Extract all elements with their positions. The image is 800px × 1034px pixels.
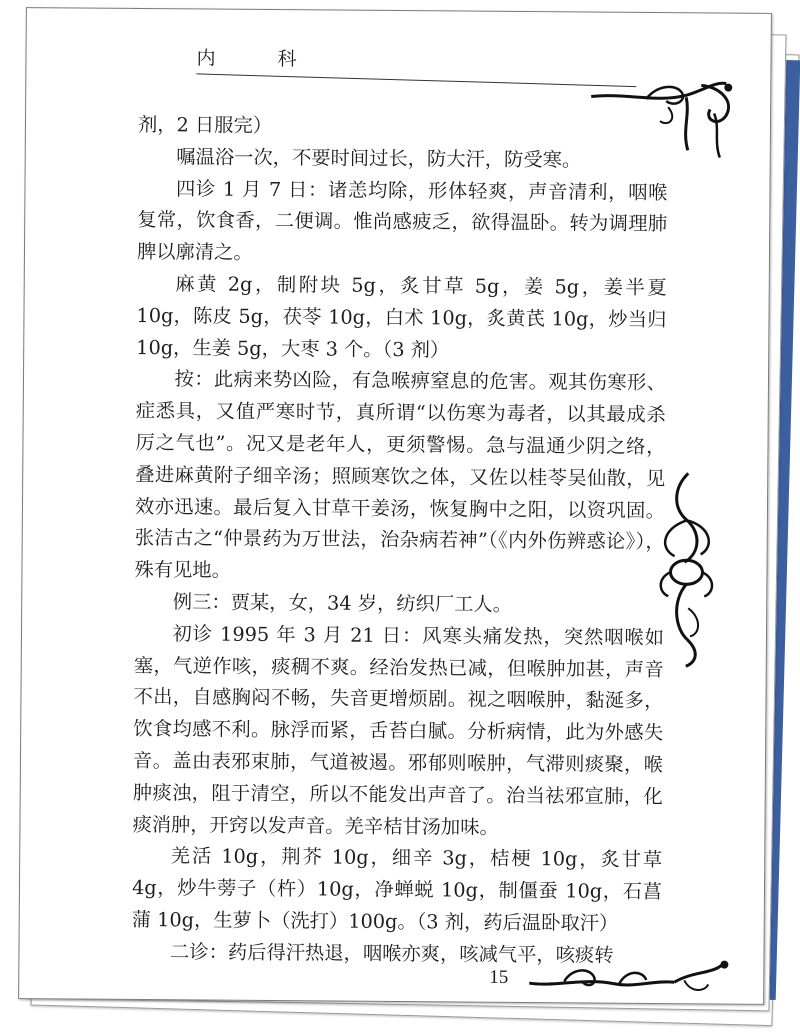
body-text <box>131 109 668 972</box>
book-page <box>18 7 772 1005</box>
paragraph: 例三：贾某，女，34 岁，纺织厂工人。 <box>172 590 513 616</box>
paragraph: 初诊 1995 年 3 月 21 日：风寒头痛发热，突然咽喉如塞，气逆作咳，痰稠不爽。经治发热已减，但喉肿加甚，声音不出，自感胸闷不畅，失音更增烦剧。视之咽喉肿，黏涎多，饮食均感不利。脉浮而紧，舌苔白腻。分析病情，此为外感失音。盖由表邪束肺，气道被遏。邪郁则喉肿，气滞则痰聚，喉肿痰浊，阻于清空，所以不能发出声音了。治当祛邪宣肺，化痰消肿，开窍以发声音。羌辛桔甘汤加味。 <box>132 622 665 839</box>
paragraph: 羌活 10g，荆芥 10g，细辛 3g，桔梗 10g，炙甘草 4g，炒牛蒡子（杵）10g，净蝉蜕 10g，制僵蚕 10g，石菖蒲 10g，生萝卜（洗打）100g。（3 剂，药后温卧取汗） <box>131 844 663 935</box>
paragraph: 二诊：药后得汗热退，咽喉亦爽，咳减气平，咳痰转 <box>169 939 614 967</box>
header-rule <box>196 73 636 87</box>
paragraph: 按：此病来势凶险，有急喉痹窒息的危害。观其伤寒形、症悉具，又值严寒时节，真所谓“以伤寒为毒者，以其最成杀厉之气也”。况又是老年人，更须警惕。急与温通少阴之络，叠进麻黄附子细辛汤；照顾寒饮之体，又佐以桂苓吴仙散，见效亦迅速。最后复入甘草干姜汤，恢复胸中之阳，以资巩固。张洁古之“仲景药为万世法，治杂病若神”（《内外伤辨惑论》），殊有见地。 <box>134 367 667 582</box>
paragraph: 剂，2 日服完） <box>137 112 273 138</box>
page-number: 15 <box>489 966 509 988</box>
paragraph: 四诊 1 月 7 日：诸恙均除，形体轻爽，声音清利，咽喉复常，饮食香，二便调。惟尚感疲乏，欲得温卧。转为调理肺脾以廓清之。 <box>136 176 668 265</box>
running-head: 内 科 <box>196 47 325 71</box>
paragraph: 麻黄 2g，制附块 5g，炙甘草 5g，姜 5g，姜半夏 10g，陈皮 5g，茯苓 10g，白术 10g，炙黄芪 10g，炒当归 10g，生姜 5g，大枣 3 个。（3 剂） <box>136 272 667 361</box>
paragraph: 嘱温浴一次，不要时间过长，防大汗，防受寒。 <box>176 145 582 172</box>
